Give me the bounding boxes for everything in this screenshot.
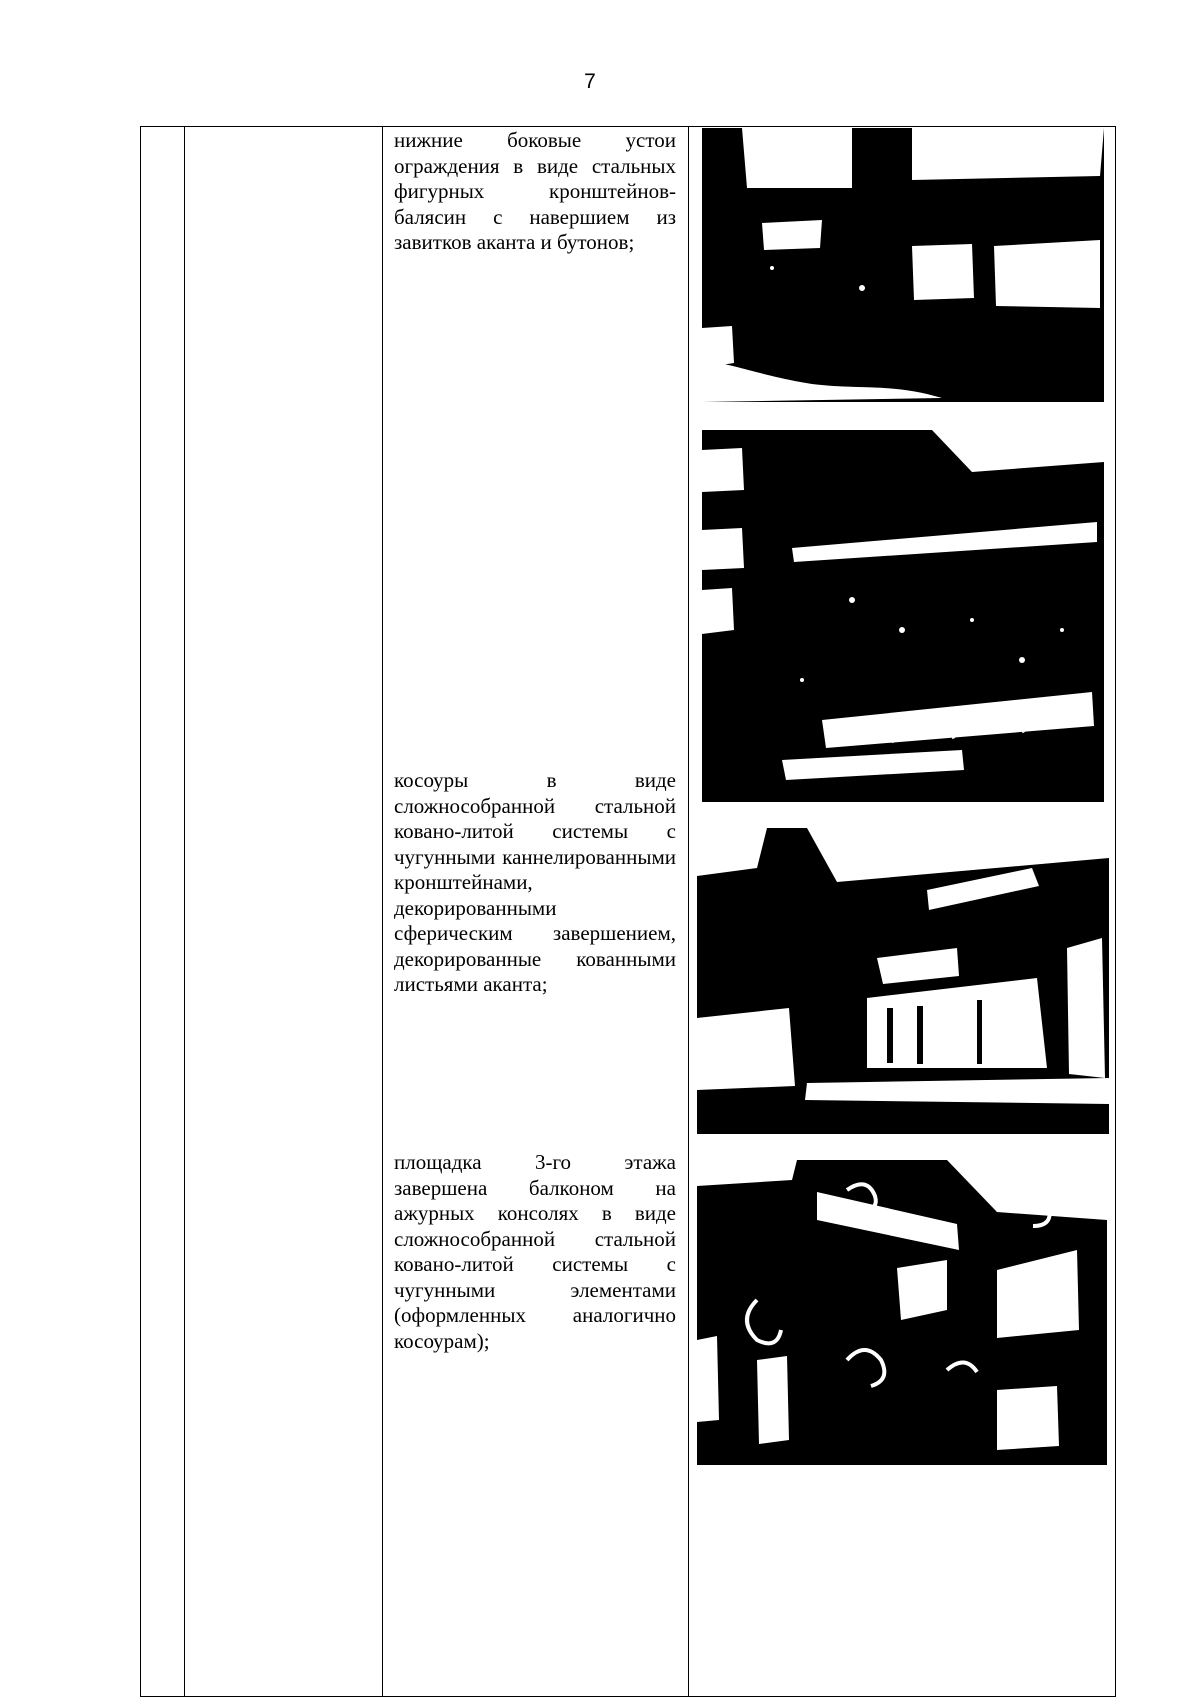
railing-bracket-photo (702, 128, 1104, 402)
railing-balusters-photo (702, 430, 1104, 802)
balcony-console-photo (697, 1160, 1107, 1465)
page-number: 7 (584, 70, 596, 93)
column-divider-1 (184, 127, 185, 1696)
balcony-description: площадка 3-го этажа завершена балконом на ажурных консолях в виде сложнособранной стальной ковано-литой системы с чугунными элементами (оформленных аналогично косоурам); (394, 1150, 676, 1353)
column-divider-2 (382, 127, 383, 1696)
stringers-description: косоуры в виде сложнособранной стальной ковано-литой системы с чугунными каннелированными кронштейнами, декорированными сферическим завершением, декорированные кованными листьями аканта; (394, 768, 676, 996)
column-divider-3 (688, 127, 689, 1696)
railing-supports-description: нижние боковые устои ограждения в виде стальных фигурных кронштейнов-балясин с навершием из завитков аканта и бутонов; (394, 128, 676, 254)
stringer-bracket-photo (697, 828, 1109, 1134)
